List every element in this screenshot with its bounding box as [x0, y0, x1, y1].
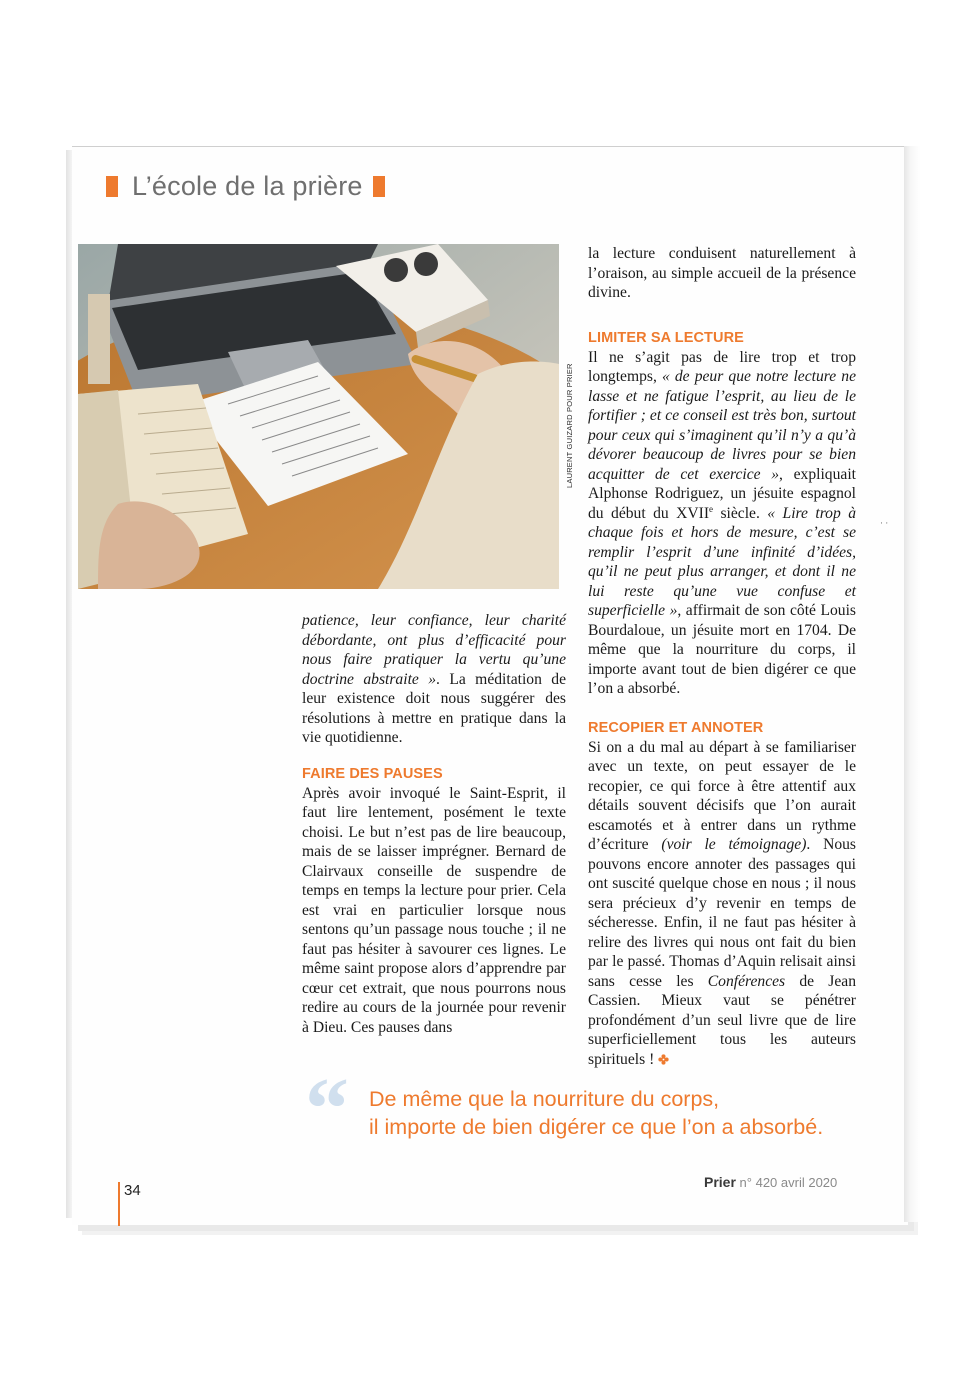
magazine-name: Prier: [704, 1174, 736, 1190]
recopier-text-2: . Nous pouvons encore annoter des passages qui ont suscité quelque chose en nous ; il nous sera précieux d’y revenir en temps de sécheresse. Enfin, il ne faut pas hésiter à relire des livres qui nous ont fait du bien par le passé. Thomas d’Aquin relisait ainsi sans cesse les: [588, 836, 857, 990]
header-left-square-icon: [106, 176, 118, 197]
header-right-square-icon: [373, 176, 385, 197]
heading-faire-des-pauses: FAIRE DES PAUSES: [302, 765, 443, 782]
scan-speck: · ·: [880, 518, 889, 528]
heading-recopier-et-annoter: RECOPIER ET ANNOTER: [588, 719, 764, 736]
quote-mark-icon: “: [305, 1061, 349, 1158]
flower-end-icon: [658, 1054, 669, 1065]
pull-quote-line-1: De même que la nourriture du corps,: [369, 1087, 720, 1111]
paragraph-limiter-sa-lecture: [588, 348, 856, 699]
paragraph-recopier-et-annoter: [588, 738, 856, 1070]
recopier-italic-conferences: Conférences: [707, 972, 786, 990]
section-header: [106, 168, 385, 204]
heading-limiter-sa-lecture: LIMITER SA LECTURE: [588, 329, 744, 346]
right-column: [588, 244, 856, 1069]
page-number: 34: [124, 1182, 141, 1199]
limiter-quote-bourdaloue: « Lire trop à chaque fois et hors de mesure, c’est se remplir l’esprit d’une infinité d’idées, qu’il ne peut plus arranger, et dont il ne lui reste qu’une vue confuse et superficielle »: [588, 504, 857, 619]
limiter-quote-rodriguez: « de peur que notre lecture ne lasse et ne fatigue l’esprit, au lieu de le fortifier ; et ce conseil est très bon, surtout pour ceux qui s’imaginent qu’il n’y a qu’à dévorer beaucoup de livres pour se bien acquitter de cet exercice »: [588, 368, 856, 483]
recopier-italic-temoignage: (voir le témoignage): [661, 836, 807, 853]
limiter-text-1: Il ne s’agit pas de lire trop et trop longtemps,: [588, 348, 856, 385]
magazine-issue: [704, 1174, 837, 1190]
page-right-edge: [904, 146, 920, 1222]
recopier-text-3: de Jean Cassien. Mieux vaut se pénétrer profondément d’un seul livre que de lire superficiellement tous les auteurs spirituels !: [588, 972, 856, 1068]
photo-reading-desk: [78, 244, 559, 589]
left-intro-paragraph: [302, 611, 566, 748]
footer-rule: [118, 1182, 120, 1226]
paragraph-faire-des-pauses: Après avoir invoqué le Saint-Esprit, il faut lire lentement, posément le texte choisi. Le but n’est pas de lire beaucoup, mais de se laisser imprégner. Bernard de Clairvaux conseille de suspendre de temps en temps la lecture pour prier. Cela est vrai en particulier lorsque nous sentons qu’un passage nous touche ; il ne faut pas hésiter à savourer ces lignes. Le même saint propose alors d’apprendre par cœur cet extrait, que nous pourrons nous redire au cours de la journée pour revenir à Dieu. Ces pauses dans: [302, 784, 566, 1036]
issue-info: n° 420 avril 2020: [739, 1175, 838, 1190]
left-intro-italic: patience, leur confiance, leur charité débordante, ont plus d’efficacité pour nous faire pratiquer la vertu qu’une doctrine abstraite »: [302, 612, 566, 688]
photo-illustration: [78, 244, 559, 589]
left-column: [302, 611, 566, 1037]
header-title: L’école de la prière: [132, 170, 363, 201]
photo-credit: LAURENT GUIZARD POUR PRIER: [565, 363, 574, 488]
limiter-text-2: , expliquait Alphonse Rodriguez, un jésuite espagnol du début du XVII: [588, 465, 856, 522]
recopier-text-1: Si on a du mal au départ à se familiariser avec un texte, on peut essayer de le recopier, ce qui force à être attentif aux détails souvent décisifs que l’on aurait escamotés et à entrer dans un rythme d’écriture: [588, 738, 856, 853]
right-intro-paragraph: la lecture conduisent naturellement à l’oraison, au simple accueil de la présence divine.: [588, 245, 856, 301]
limiter-superscript: e: [709, 503, 714, 514]
left-intro-roman: . La méditation de leur existence doit nous suggérer des résolutions à mettre en pratique dans la vie quotidienne.: [302, 670, 567, 746]
limiter-text-4: , affirmait de son côté Louis Bourdaloue, un jésuite mort en 1704. De même que la nourriture du corps, il importe avant tout de bien digérer ce que l’on a absorbé.: [588, 602, 856, 697]
pull-quote-line-2: il importe de bien digérer ce que l’on a absorbé.: [369, 1115, 824, 1139]
limiter-text-3: siècle.: [713, 504, 768, 522]
pull-quote: [369, 1085, 889, 1141]
